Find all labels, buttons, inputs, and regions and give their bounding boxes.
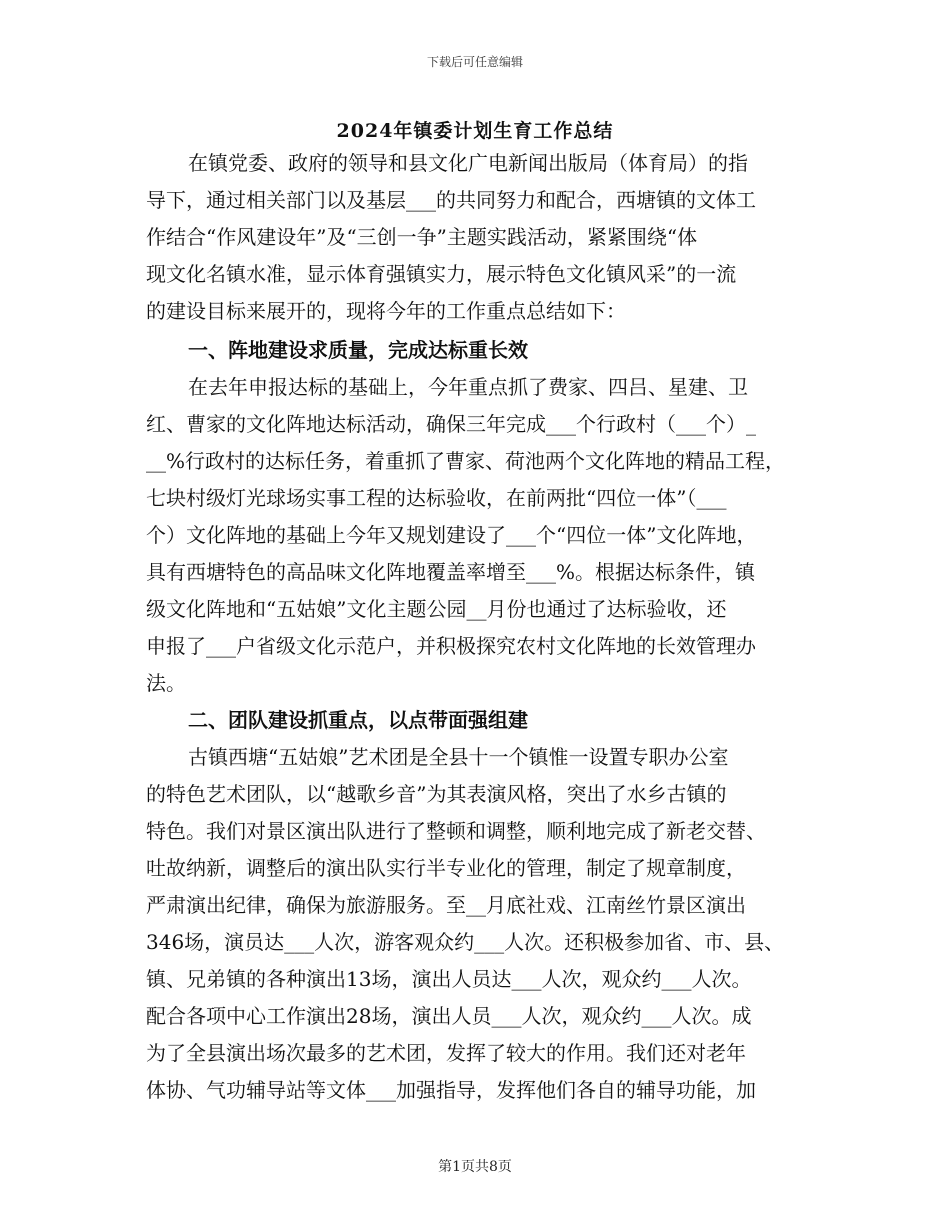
body-line: 在镇党委、政府的领导和县文化广电新闻出版局（体育局）的指 xyxy=(188,151,748,175)
document-title: 2024年镇委计划生育工作总结 xyxy=(336,120,614,142)
body-line: 级文化阵地和“五姑娘”文化主题公园__月份也通过了达标验收，还 xyxy=(146,597,727,621)
body-line: 红、曹家的文化阵地达标活动，确保三年完成___个行政村（___个）_ xyxy=(146,412,756,436)
body-line: 体协、气功辅导站等文体___加强指导，发挥他们各自的辅导功能，加 xyxy=(146,1078,756,1102)
body-line: 现文化名镇水准，显示体育强镇实力，展示特色文化镇风采”的一流 xyxy=(146,262,737,286)
body-line: 导下，通过相关部门以及基层___的共同努力和配合，西塘镇的文体工 xyxy=(146,188,756,212)
page-header-note: 下载后可任意编辑 xyxy=(426,55,523,69)
body-line: 具有西塘特色的高品味文化阵地覆盖率增至___%。根据达标条件，镇 xyxy=(146,560,756,584)
body-line: 七块村级灯光球场实事工程的达标验收，在前两批“四位一体”（___ xyxy=(146,486,727,510)
body-line: 在去年申报达标的基础上，今年重点抓了费家、四吕、星建、卫 xyxy=(188,375,748,399)
section-heading-2: 二、团队建设抓重点，以点带面强组建 xyxy=(188,708,528,732)
body-line: 的建设目标来展开的，现将今年的工作重点总结如下： xyxy=(146,299,626,323)
body-line: __%行政村的达标任务，着重抓了曹家、荷池两个文化阵地的精品工程， xyxy=(146,449,786,473)
body-line: 特色。我们对景区演出队进行了整顿和调整，顺利地完成了新老交替、 xyxy=(146,819,766,843)
body-line: 申报了___户省级文化示范户，并积极探究农村文化阵地的长效管理办 xyxy=(146,634,756,658)
section-heading-1: 一、阵地建设求质量，完成达标重长效 xyxy=(188,338,528,362)
body-line: 吐故纳新，调整后的演出队实行半专业化的管理，制定了规章制度， xyxy=(146,856,746,880)
body-line: 为了全县演出场次最多的艺术团，发挥了较大的作用。我们还对老年 xyxy=(146,1041,746,1065)
body-line: 346场，演员达___人次，游客观众约___人次。还积极参加省、市、县、 xyxy=(146,930,785,954)
page-number: 第1页共8页 xyxy=(438,1159,512,1175)
body-line: 个）文化阵地的基础上今年又规划建设了___个“四位一体”文化阵地， xyxy=(146,523,757,547)
body-line: 镇、兄弟镇的各种演出13场，演出人员达___人次，观众约___人次。 xyxy=(146,967,752,991)
body-line: 严肃演出纪律，确保为旅游服务。至__月底社戏、江南丝竹景区演出 xyxy=(146,893,746,917)
body-line: 法。 xyxy=(146,671,186,695)
body-line: 的特色艺术团队，以“越歌乡音”为其表演风格，突出了水乡古镇的 xyxy=(146,782,727,806)
body-line: 作结合“作风建设年”及“三创一争”主题实践活动，紧紧围绕“体 xyxy=(146,225,698,249)
body-line: 配合各项中心工作演出28场，演出人员___人次，观众约___人次。成 xyxy=(146,1004,752,1028)
body-line: 古镇西塘“五姑娘”艺术团是全县十一个镇惟一设置专职办公室 xyxy=(188,745,729,769)
